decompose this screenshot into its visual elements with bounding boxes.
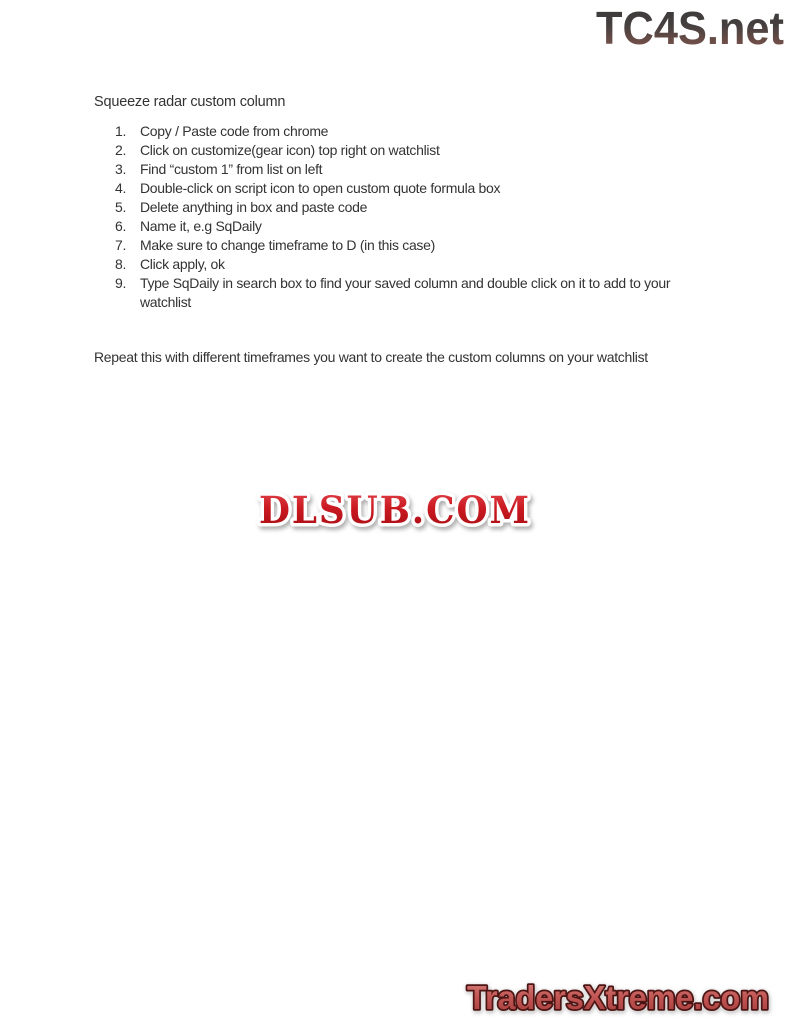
- step-number: 6.: [115, 218, 127, 234]
- dlsub-logo: [247, 480, 543, 538]
- step-item: [115, 217, 715, 236]
- tc4s-logo: [593, 1, 788, 55]
- step-text: Delete anything in box and paste code: [140, 199, 368, 215]
- tradersxtreme-logo: [455, 975, 781, 1021]
- step-item: [115, 141, 715, 160]
- step-item: [115, 179, 715, 198]
- step-number: 5.: [115, 199, 127, 215]
- step-item: [115, 122, 715, 141]
- step-number: 1.: [115, 123, 127, 139]
- tradersxtreme-logo-text: TradersXtreme.com: [467, 979, 769, 1016]
- tc4s-logo-text: TC4S.net: [596, 2, 784, 54]
- step-text: Find “custom 1” from list on left: [140, 161, 323, 177]
- repeat-note: Repeat this with different timeframes you want to create the custom columns on your watchlist: [94, 349, 648, 365]
- step-text: Click apply, ok: [140, 256, 225, 272]
- step-item: [115, 274, 715, 312]
- step-number: 2.: [115, 142, 127, 158]
- step-text: Click on customize(gear icon) top right on watchlist: [140, 142, 440, 158]
- step-text: Type SqDaily in search box to find your saved column and double click on it to add to your watchlist: [140, 275, 671, 310]
- step-item: [115, 236, 715, 255]
- step-item: [115, 255, 715, 274]
- step-item: [115, 160, 715, 179]
- step-text: Double-click on script icon to open custom quote formula box: [140, 180, 501, 196]
- steps-list: [115, 122, 715, 312]
- step-text: Name it, e.g SqDaily: [140, 218, 262, 234]
- document-title: Squeeze radar custom column: [94, 94, 286, 110]
- step-number: 7.: [115, 237, 127, 253]
- step-number: 9.: [115, 275, 127, 291]
- step-number: 3.: [115, 161, 127, 177]
- step-number: 8.: [115, 256, 127, 272]
- step-item: [115, 198, 715, 217]
- dlsub-logo-text: DLSUB.COM: [259, 488, 531, 532]
- step-number: 4.: [115, 180, 127, 196]
- step-text: Copy / Paste code from chrome: [140, 123, 329, 139]
- step-text: Make sure to change timeframe to D (in this case): [140, 237, 435, 253]
